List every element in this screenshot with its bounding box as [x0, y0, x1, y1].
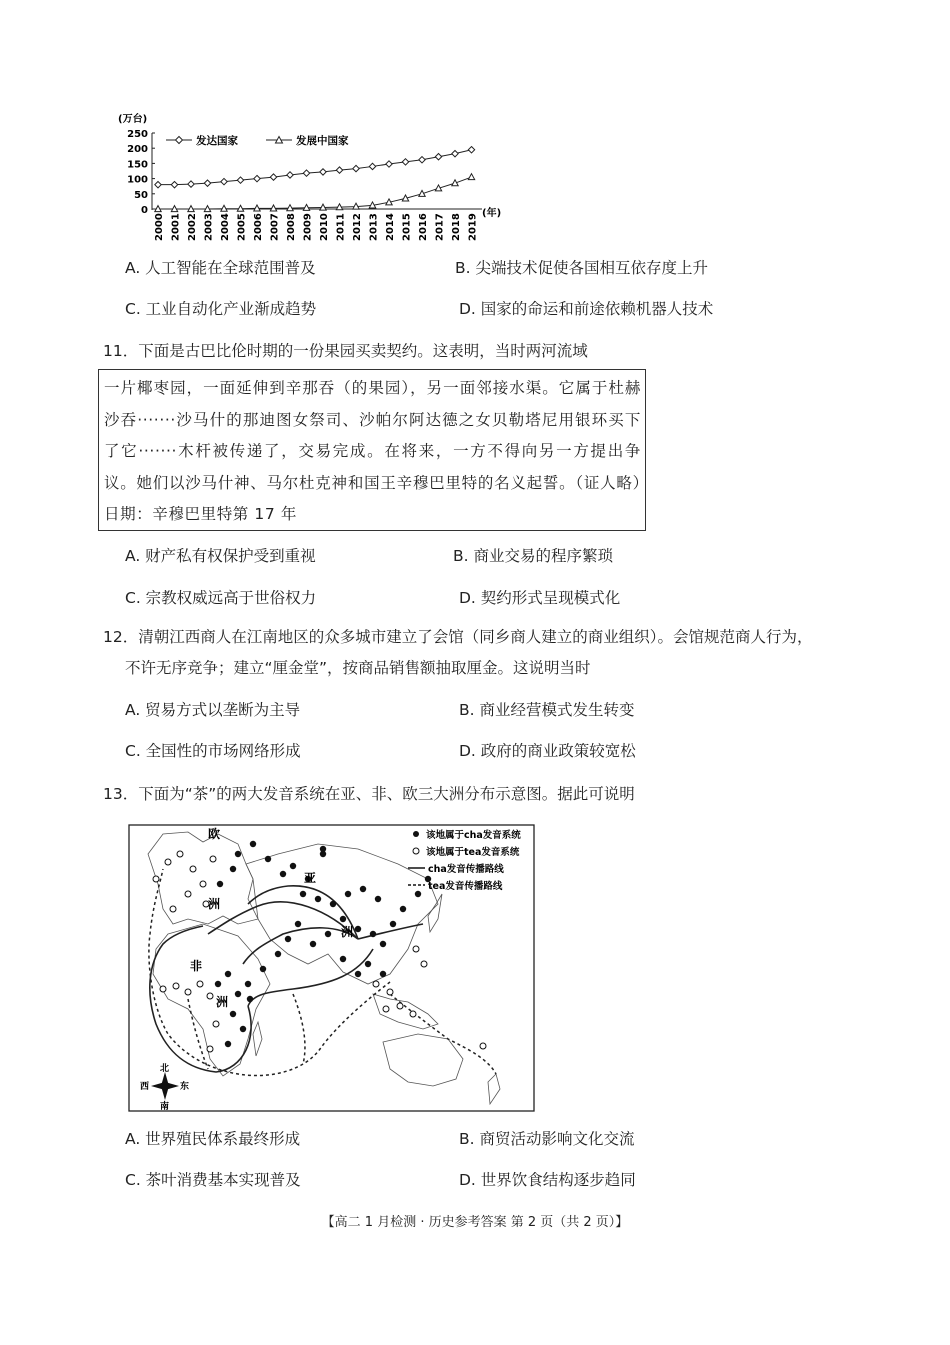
- x-tick-label: 2008: [286, 213, 297, 241]
- legend-label-developing: 发展中国家: [296, 135, 349, 147]
- tea-pronunciation-map: [128, 824, 536, 1114]
- x-tick-label: 2005: [236, 213, 248, 241]
- y-tick-label: 150: [127, 159, 148, 171]
- q11-contract-text: 一片椰枣园，一面延伸到辛那吞（的果园），另一面邻接水渠。它属于杜赫沙吞·······沙马什的那迪图女祭司、沙帕尔阿达德之女贝勒塔尼用银环买下了它·······木杆被传递了，交易完成。在将来，一方不得向另一方提出争议。她们以沙马什神、马尔杜克神和国王辛穆巴里特的名义起誓。（证人略）日期：辛穆巴里特第 17 年: [98, 369, 646, 531]
- label-asia-1: 亚: [304, 871, 317, 885]
- x-tick-label: 2018: [451, 213, 462, 241]
- y-tick-label: 50: [134, 189, 148, 201]
- x-tick-label: 2017: [434, 213, 446, 241]
- x-unit-label: (年): [482, 208, 502, 219]
- q12-stem-line1: 12．清朝江西商人在江南地区的众多城市建立了会馆（同乡商人建立的商业组织）。会馆规范商人行为，: [103, 628, 813, 646]
- data-point: [221, 178, 227, 184]
- page-footer: 【高二 1 月检测 · 历史参考答案 第 2 页（共 2 页）】: [321, 1215, 629, 1230]
- q10-option-a[interactable]: A. 人工智能在全球范围普及: [125, 259, 316, 277]
- data-point: [336, 167, 342, 173]
- q11-stem: 11．下面是古巴比伦时期的一份果园买卖契约。这表明，当时两河流域: [103, 342, 588, 360]
- svg-text:西: 西: [140, 1082, 150, 1092]
- label-africa-1: 非: [190, 959, 203, 973]
- data-point: [468, 174, 474, 180]
- x-tick-label: 2015: [401, 213, 413, 241]
- x-tick-label: 2014: [385, 213, 396, 241]
- q12-option-a[interactable]: A. 贸易方式以垄断为主导: [125, 701, 301, 719]
- y-unit-label: (万台): [118, 114, 148, 125]
- x-tick-label: 2000: [154, 213, 165, 241]
- series-line-0: [158, 150, 472, 185]
- robot-chart: [110, 108, 530, 248]
- legend-cha-point: 该地属于cha发音系统: [426, 830, 521, 841]
- x-tick-label: 2009: [302, 213, 314, 241]
- legend-cha-route: cha发音传播路线: [428, 864, 504, 875]
- y-tick-label: 0: [141, 205, 148, 216]
- data-point: [254, 175, 260, 181]
- x-tick-label: 2001: [170, 213, 182, 241]
- x-tick-label: 2010: [319, 213, 330, 241]
- q11-option-a[interactable]: A. 财产私有权保护受到重视: [125, 547, 316, 565]
- svg-text:南: 南: [160, 1102, 170, 1112]
- q11-option-c[interactable]: C. 宗教权威远高于世俗权力: [125, 589, 317, 607]
- svg-text:东: 东: [180, 1082, 190, 1092]
- data-point: [270, 174, 276, 180]
- x-tick-label: 2004: [220, 213, 231, 241]
- q13-option-b[interactable]: B. 商贸活动影响文化交流: [459, 1130, 635, 1148]
- q13-stem: 13．下面为“茶”的两大发音系统在亚、非、欧三大洲分布示意图。据此可说明: [103, 785, 635, 803]
- data-point: [303, 170, 309, 176]
- data-point: [320, 169, 326, 175]
- q10-option-c[interactable]: C. 工业自动化产业渐成趋势: [125, 300, 317, 318]
- x-tick-label: 2006: [253, 213, 264, 241]
- x-tick-label: 2011: [335, 213, 347, 241]
- x-tick-label: 2019: [467, 213, 479, 241]
- q13-option-a[interactable]: A. 世界殖民体系最终形成: [125, 1130, 301, 1148]
- data-point: [237, 177, 243, 183]
- data-point: [155, 181, 161, 187]
- data-point: [287, 172, 293, 178]
- y-tick-label: 100: [127, 174, 148, 186]
- q12-stem-line2: 不许无序竞争；建立“厘金堂”，按商品销售额抽取厘金。这说明当时: [125, 659, 591, 677]
- q13-option-d[interactable]: D. 世界饮食结构逐步趋同: [459, 1171, 636, 1189]
- data-point: [468, 147, 474, 153]
- y-tick-label: 250: [127, 129, 148, 140]
- data-point: [419, 157, 425, 163]
- legend-tea-route: tea发音传播路线: [428, 881, 503, 892]
- q12-option-b[interactable]: B. 商业经营模式发生转变: [459, 701, 635, 719]
- x-tick-label: 2003: [203, 213, 215, 241]
- q12-option-c[interactable]: C. 全国性的市场网络形成: [125, 742, 301, 760]
- x-tick-label: 2002: [187, 213, 198, 241]
- data-point: [369, 163, 375, 169]
- x-tick-label: 2016: [418, 213, 429, 241]
- q11-option-b[interactable]: B. 商业交易的程序繁琐: [453, 547, 613, 565]
- q10-option-b[interactable]: B. 尖端技术促使各国相互依存度上升: [455, 259, 708, 277]
- data-point: [204, 180, 210, 186]
- legend-marker-developed: [176, 137, 183, 144]
- q13-option-c[interactable]: C. 茶叶消费基本实现普及: [125, 1171, 301, 1189]
- svg-text:北: 北: [160, 1064, 170, 1074]
- data-point: [452, 150, 458, 156]
- data-point: [171, 181, 177, 187]
- q11-option-d[interactable]: D. 契约形式呈现模式化: [459, 589, 621, 607]
- x-tick-label: 2012: [352, 213, 363, 241]
- data-point: [435, 154, 441, 160]
- label-europe-2: 洲: [208, 897, 221, 911]
- x-tick-label: 2007: [269, 213, 281, 241]
- q10-option-d[interactable]: D. 国家的命运和前途依赖机器人技术: [459, 300, 714, 318]
- label-asia-2: 洲: [341, 925, 354, 939]
- x-tick-label: 2013: [368, 213, 380, 241]
- label-europe-1: 欧: [208, 827, 221, 841]
- legend-label-developed: 发达国家: [196, 135, 238, 147]
- data-point: [402, 159, 408, 165]
- q12-option-d[interactable]: D. 政府的商业政策较宽松: [459, 742, 636, 760]
- y-tick-label: 200: [127, 144, 148, 156]
- legend-tea-point: 该地属于tea发音系统: [426, 847, 520, 858]
- data-point: [386, 161, 392, 167]
- data-point: [353, 165, 359, 171]
- label-africa-2: 洲: [216, 995, 229, 1009]
- data-point: [188, 181, 194, 187]
